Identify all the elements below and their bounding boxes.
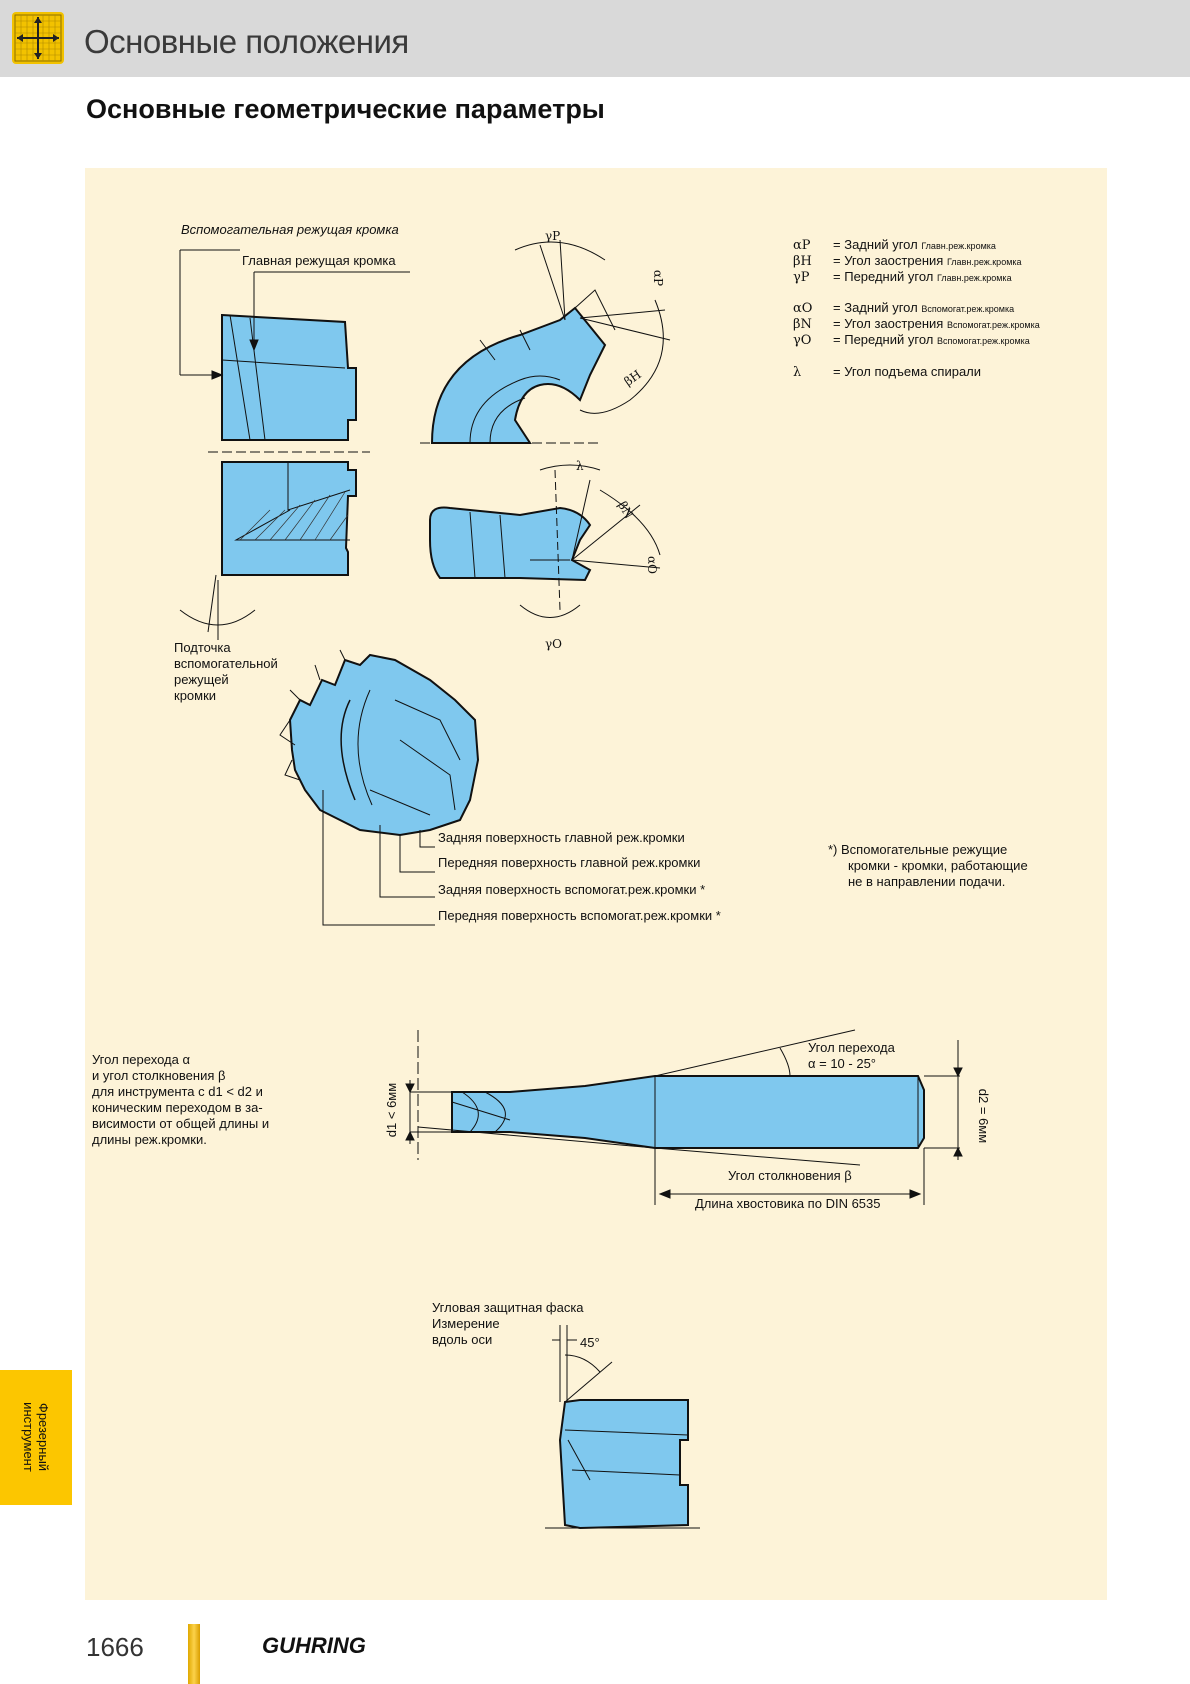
chamfer-detail [545, 1325, 700, 1528]
transition-angle-label: Угол перехода [808, 1040, 895, 1055]
angle-lambda: λ [576, 459, 584, 473]
transition-description: Угол перехода α и угол столкновения β для инструмента с d1 < d2 и коническим переходом в за- висимости от общей длины и длины реж.кромки. [92, 1052, 270, 1147]
cross-section-top [420, 240, 670, 443]
d1-dimension: d1 < 6мм [384, 1082, 399, 1138]
angle-alpha-o: αO [644, 556, 659, 574]
d2-dimension: d2 = 6мм [976, 1088, 991, 1144]
collision-angle-label: Угол столкновения β [728, 1168, 852, 1183]
transition-end-mill [406, 1030, 962, 1205]
angle-beta-h: βH [621, 367, 644, 389]
chamfer-angle: 45° [580, 1335, 600, 1350]
transition-angle-value: α = 10 - 25° [808, 1056, 877, 1071]
brand-bar [188, 1624, 200, 1684]
legend-row: βH = Угол заострения Главн.реж.кромка [793, 253, 1022, 269]
page-title: Основные геометрические параметры [86, 94, 605, 124]
surface-label: Передняя поверхность главной реж.кромки [438, 855, 701, 870]
section-title: Основные положения [84, 23, 409, 60]
shank-length-label: Длина хвостовика по DIN 6535 [695, 1196, 881, 1211]
angle-gamma-o: γO [545, 637, 563, 651]
legend-row: γO = Передний угол Вспомогат.реж.кромка [793, 332, 1030, 348]
legend-row: αO = Задний угол Вспомогат.реж.кромка [793, 300, 1015, 316]
legend-row: βN = Угол заострения Вспомогат.реж.кромка [793, 316, 1040, 332]
cross-section-side [430, 465, 660, 618]
page-number: 1666 [86, 1632, 144, 1662]
surface-label: Задняя поверхность главной реж.кромки [438, 830, 685, 845]
angle-alpha-p: αP [651, 269, 666, 287]
legend-row: λ = Угол подъема спирали [793, 364, 982, 380]
surface-label: Задняя поверхность вспомогат.реж.кромки * [438, 882, 706, 897]
legend-row: γP = Передний угол Главн.реж.кромка [793, 269, 1012, 285]
angle-gamma-p: γP [545, 229, 561, 243]
aux-edge-label: Вспомогательная режущая кромка [181, 222, 399, 237]
main-edge-label: Главная режущая кромка [242, 253, 396, 268]
footnote: *) Вспомогательные режущие кромки - кромки, работающие не в направлении подачи. [828, 842, 1028, 889]
sidetab-label: Фрезерный инструмент [21, 1402, 51, 1472]
mill-cutter-iso [280, 650, 478, 835]
undercut-label: Подточка вспомогательной режущей кромки [174, 640, 278, 703]
surface-label: Передняя поверхность вспомогат.реж.кромки * [438, 908, 721, 923]
angle-beta-n: βN [615, 498, 637, 522]
end-mill-side-view [180, 250, 410, 640]
chamfer-label: Угловая защитная фаска Измерение вдоль оси [432, 1300, 584, 1347]
brand-logo: GUHRING [262, 1633, 366, 1658]
legend-row: αP = Задний угол Главн.реж.кромка [793, 237, 996, 253]
